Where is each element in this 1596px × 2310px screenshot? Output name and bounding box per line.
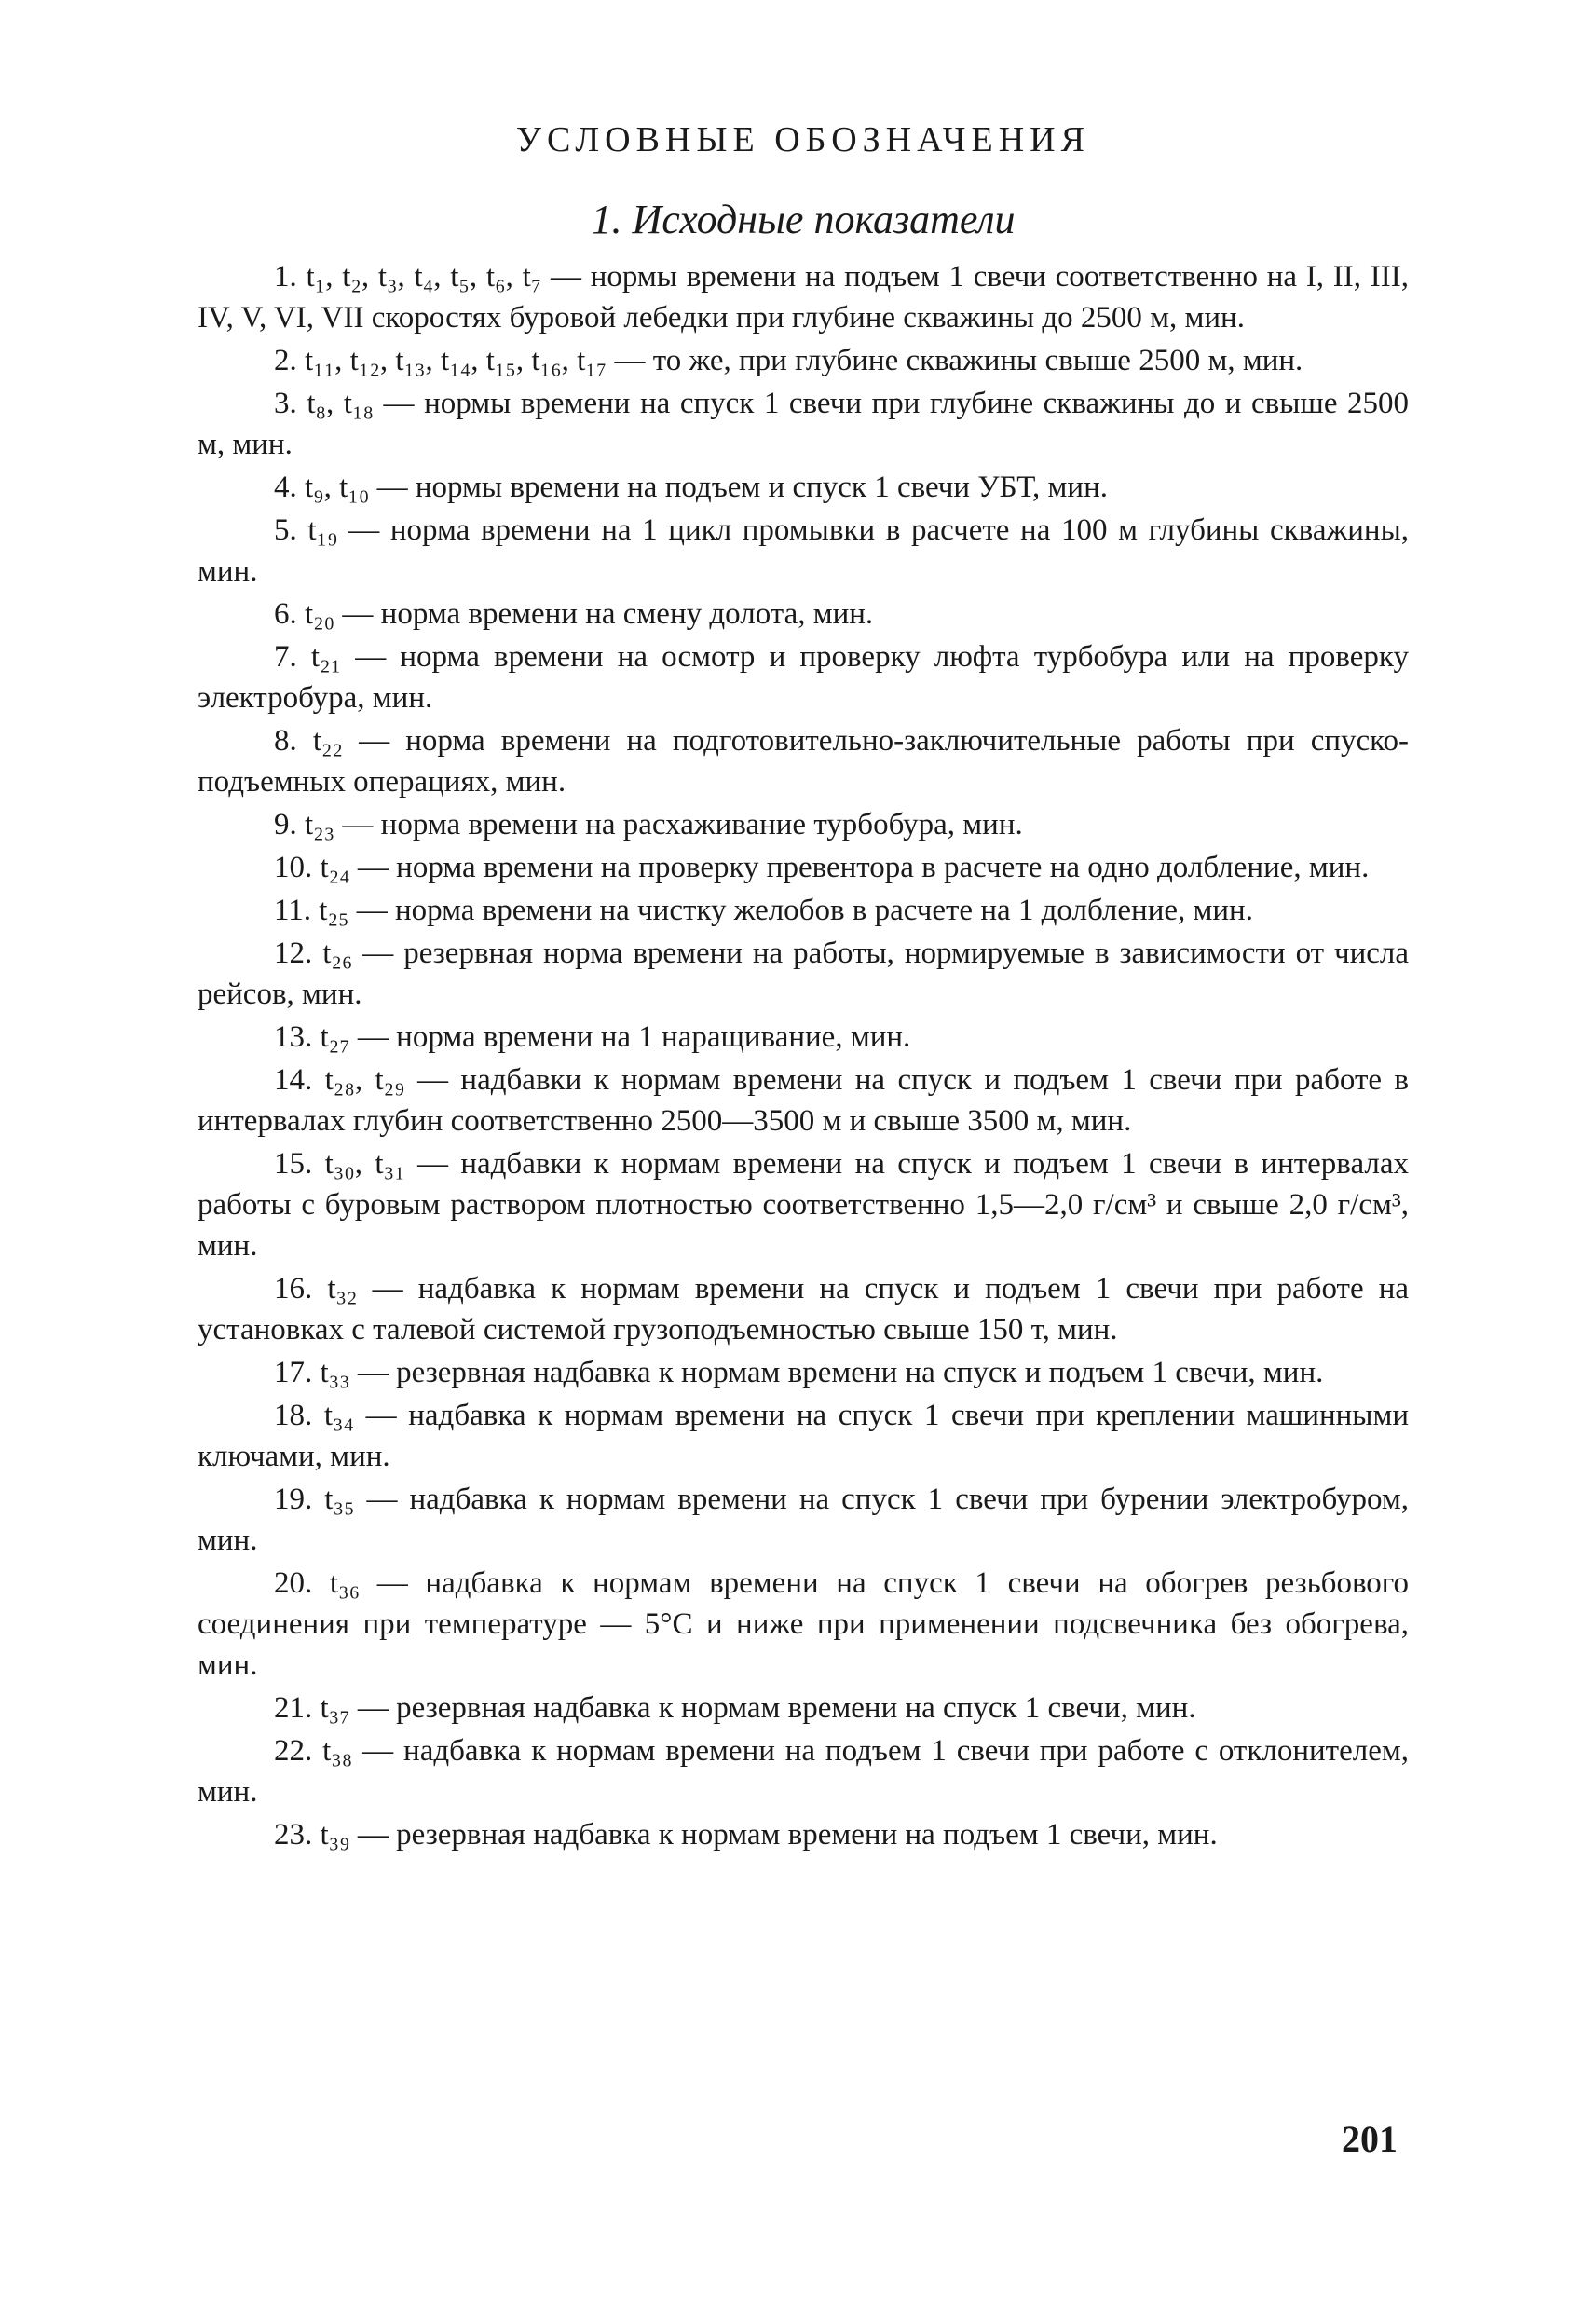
item-number: 19. — [274, 1483, 313, 1516]
item-text: t₂₆ — резервная норма времени на работы, нормируемые в зависимости от числа рейсов, мин. — [198, 936, 1410, 1011]
list-item — [198, 1017, 1409, 1058]
item-text: t₂₈, t₂₉ — надбавки к нормам времени на спуск и подъем 1 свечи при работе в интервалах глубин соответственно 2500—3500 м и свыше 3500 м, мин. — [198, 1063, 1409, 1138]
item-text: t₂₃ — норма времени на расхаживание турбобура, мин. — [305, 808, 1023, 841]
list-item — [198, 933, 1409, 1015]
page-title: УСЛОВНЫЕ ОБОЗНАЧЕНИЯ — [516, 120, 1090, 159]
list-item — [198, 847, 1409, 888]
item-number: 13. — [274, 1020, 313, 1054]
item-number: 6. — [274, 597, 297, 631]
list-item — [198, 1352, 1409, 1393]
item-number: 8. — [274, 724, 297, 758]
item-text: t₂₀ — норма времени на смену долота, мин. — [305, 597, 874, 631]
item-number: 15. — [274, 1147, 313, 1181]
list-item — [198, 1479, 1409, 1561]
item-text: t₂₅ — норма времени на чистку желобов в расчете на 1 долбление, мин. — [319, 894, 1253, 927]
list-item — [198, 510, 1409, 592]
item-number: 22. — [274, 1734, 313, 1768]
page-number: 201 — [1342, 2118, 1398, 2160]
list-item — [198, 1563, 1409, 1686]
list-item — [198, 1814, 1409, 1855]
list-item — [198, 1143, 1409, 1266]
document-page — [198, 119, 1409, 1857]
item-number: 18. — [274, 1399, 313, 1432]
item-text: t₂₄ — норма времени на проверку превентора в расчете на одно долбление, мин. — [320, 851, 1370, 884]
section-title: 1. Исходные показатели — [591, 197, 1016, 242]
list-item — [198, 1730, 1409, 1812]
list-item — [198, 594, 1409, 635]
item-number: 5. — [274, 513, 297, 547]
list-item — [198, 340, 1409, 381]
item-number: 21. — [274, 1691, 313, 1725]
list-item — [198, 256, 1409, 338]
item-number: 3. — [274, 387, 297, 420]
item-number: 7. — [274, 640, 297, 674]
list-item — [198, 467, 1409, 508]
list-item — [198, 383, 1409, 465]
item-text: t₉, t₁₀ — нормы времени на подъем и спуск 1 свечи УБТ, мин. — [305, 471, 1108, 504]
list-item — [198, 1059, 1409, 1141]
list-item — [198, 804, 1409, 845]
item-number: 17. — [274, 1356, 313, 1389]
list-item — [198, 636, 1409, 718]
item-number: 20. — [274, 1566, 313, 1600]
item-text: t₃₂ — надбавка к нормам времени на спуск и подъем 1 свечи при работе на установках с талевой системой грузоподъемностью свыше 150 т, мин. — [198, 1272, 1410, 1346]
item-number: 14. — [274, 1063, 313, 1097]
item-text: t₃₅ — надбавка к нормам времени на спуск 1 свечи при бурении электробуром, мин. — [198, 1483, 1410, 1557]
item-number: 2. — [274, 344, 297, 377]
item-text: t₃₀, t₃₁ — надбавки к нормам времени на спуск и подъем 1 свечи в интервалах работы с буровым раствором плотностью соответственно 1,5—2,0 г/см³ и свыше 2,0 г/см³, мин. — [198, 1147, 1409, 1263]
item-text: t₁₁, t₁₂, t₁₃, t₁₄, t₁₅, t₁₆, t₁₇ — то же, при глубине скважины свыше 2500 м, мин. — [305, 344, 1303, 377]
list-item — [198, 1688, 1409, 1729]
item-text: t₃₈ — надбавка к нормам времени на подъем 1 свечи при работе с отклонителем, мин. — [198, 1734, 1409, 1809]
list-item — [198, 720, 1409, 802]
item-text: t₂₇ — норма времени на 1 наращивание, мин. — [320, 1020, 911, 1054]
item-number: 4. — [274, 471, 297, 504]
notation-list — [198, 256, 1409, 1855]
item-number: 12. — [274, 936, 313, 970]
item-number: 23. — [274, 1818, 313, 1852]
item-number: 16. — [274, 1272, 313, 1305]
item-text: t₃₇ — резервная надбавка к нормам времени на спуск 1 свечи, мин. — [320, 1691, 1196, 1725]
item-text: t₃₄ — надбавка к нормам времени на спуск 1 свечи при креплении машинными ключами, мин. — [198, 1399, 1410, 1473]
item-number: 9. — [274, 808, 297, 841]
item-text: t₂₁ — норма времени на осмотр и проверку люфта турбобура или на проверку электробура, мин. — [198, 640, 1409, 715]
item-text: t₁₉ — норма времени на 1 цикл промывки в расчете на 100 м глубины скважины, мин. — [198, 513, 1410, 588]
item-text: t₃₆ — надбавка к нормам времени на спуск 1 свечи на обогрев резьбового соединения при температуре — 5°С и ниже при применении подсвечника без обогрева, мин. — [198, 1566, 1410, 1682]
item-number: 10. — [274, 851, 313, 884]
list-item — [198, 1268, 1409, 1350]
item-text: t₁, t₂, t₃, t₄, t₅, t₆, t₇ — нормы времени на подъем 1 свечи соответственно на I, II, III, IV, V, VI, VII скоростях буровой лебедки при глубине скважины до 2500 м, мин. — [198, 260, 1410, 335]
list-item — [198, 890, 1409, 931]
item-number: 11. — [274, 894, 312, 927]
item-text: t₃₃ — резервная надбавка к нормам времени на спуск и подъем 1 свечи, мин. — [320, 1356, 1324, 1389]
list-item — [198, 1395, 1409, 1477]
item-text: t₈, t₁₈ — нормы времени на спуск 1 свечи при глубине скважины до и свыше 2500 м, мин. — [198, 387, 1410, 461]
item-text: t₃₉ — резервная надбавка к нормам времени на подъем 1 свечи, мин. — [320, 1818, 1218, 1852]
item-text: t₂₂ — норма времени на подготовительно-заключительные работы при спуско-подъемных операциях, мин. — [198, 724, 1410, 799]
item-number: 1. — [274, 260, 297, 294]
